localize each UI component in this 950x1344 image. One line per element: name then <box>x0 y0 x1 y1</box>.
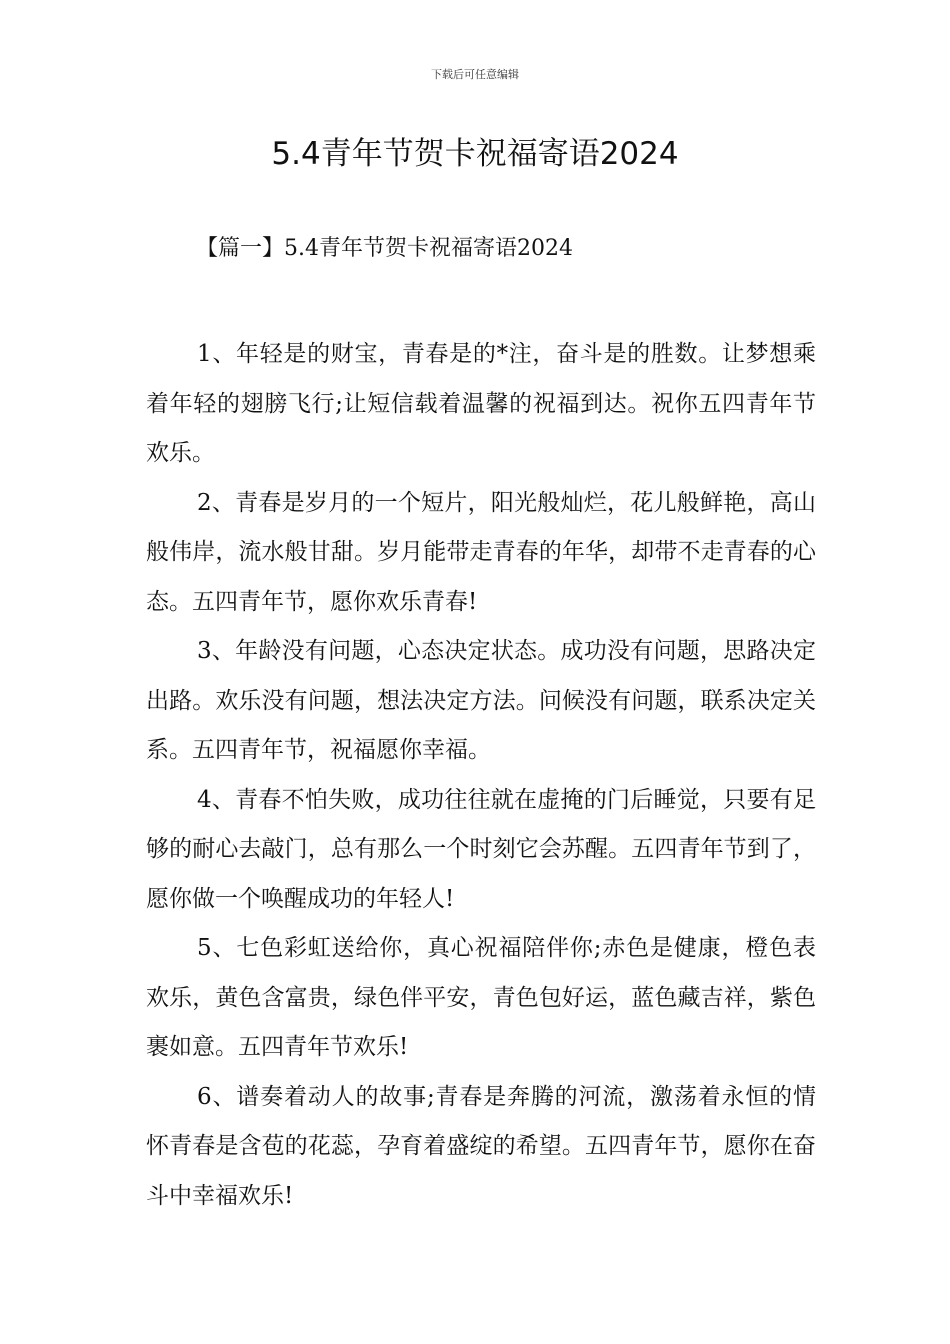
page-title: 5.4青年节贺卡祝福寄语2024 <box>271 136 679 172</box>
paragraph-6: 6、谱奏着动人的故事;青春是奔腾的河流，激荡着永恒的情怀青春是含苞的花蕊，孕育着盛绽的希望。五四青年节，愿你在奋斗中幸福欢乐! <box>146 1083 816 1209</box>
paragraph-3: 3、年龄没有问题，心态决定状态。成功没有问题，思路决定出路。欢乐没有问题，想法决定方法。问候没有问题，联系决定关系。五四青年节，祝福愿你幸福。 <box>146 638 816 763</box>
paragraph-5: 5、七色彩虹送给你，真心祝福陪伴你;赤色是健康，橙色表欢乐，黄色含富贵，绿色伴平安，青色包好运，蓝色藏吉祥，紫色裹如意。五四青年节欢乐! <box>146 935 816 1060</box>
document-body <box>146 330 816 1221</box>
section-heading: 【篇一】5.4青年节贺卡祝福寄语2024 <box>196 236 573 261</box>
paragraph-1: 1、年轻是的财宝，青春是的*注，奋斗是的胜数。让梦想乘着年轻的翅膀飞行;让短信载着温馨的祝福到达。祝你五四青年节欢乐。 <box>146 341 816 466</box>
paragraph-2: 2、青春是岁月的一个短片，阳光般灿烂，花儿般鲜艳，高山般伟岸，流水般甘甜。岁月能带走青春的年华，却带不走青春的心态。五四青年节，愿你欢乐青春! <box>146 489 816 615</box>
header-note: 下载后可任意编辑 <box>431 68 519 81</box>
paragraph-4: 4、青春不怕失败，成功往往就在虚掩的门后睡觉，只要有足够的耐心去敲门，总有那么一个时刻它会苏醒。五四青年节到了，愿你做一个唤醒成功的年轻人! <box>146 786 816 912</box>
